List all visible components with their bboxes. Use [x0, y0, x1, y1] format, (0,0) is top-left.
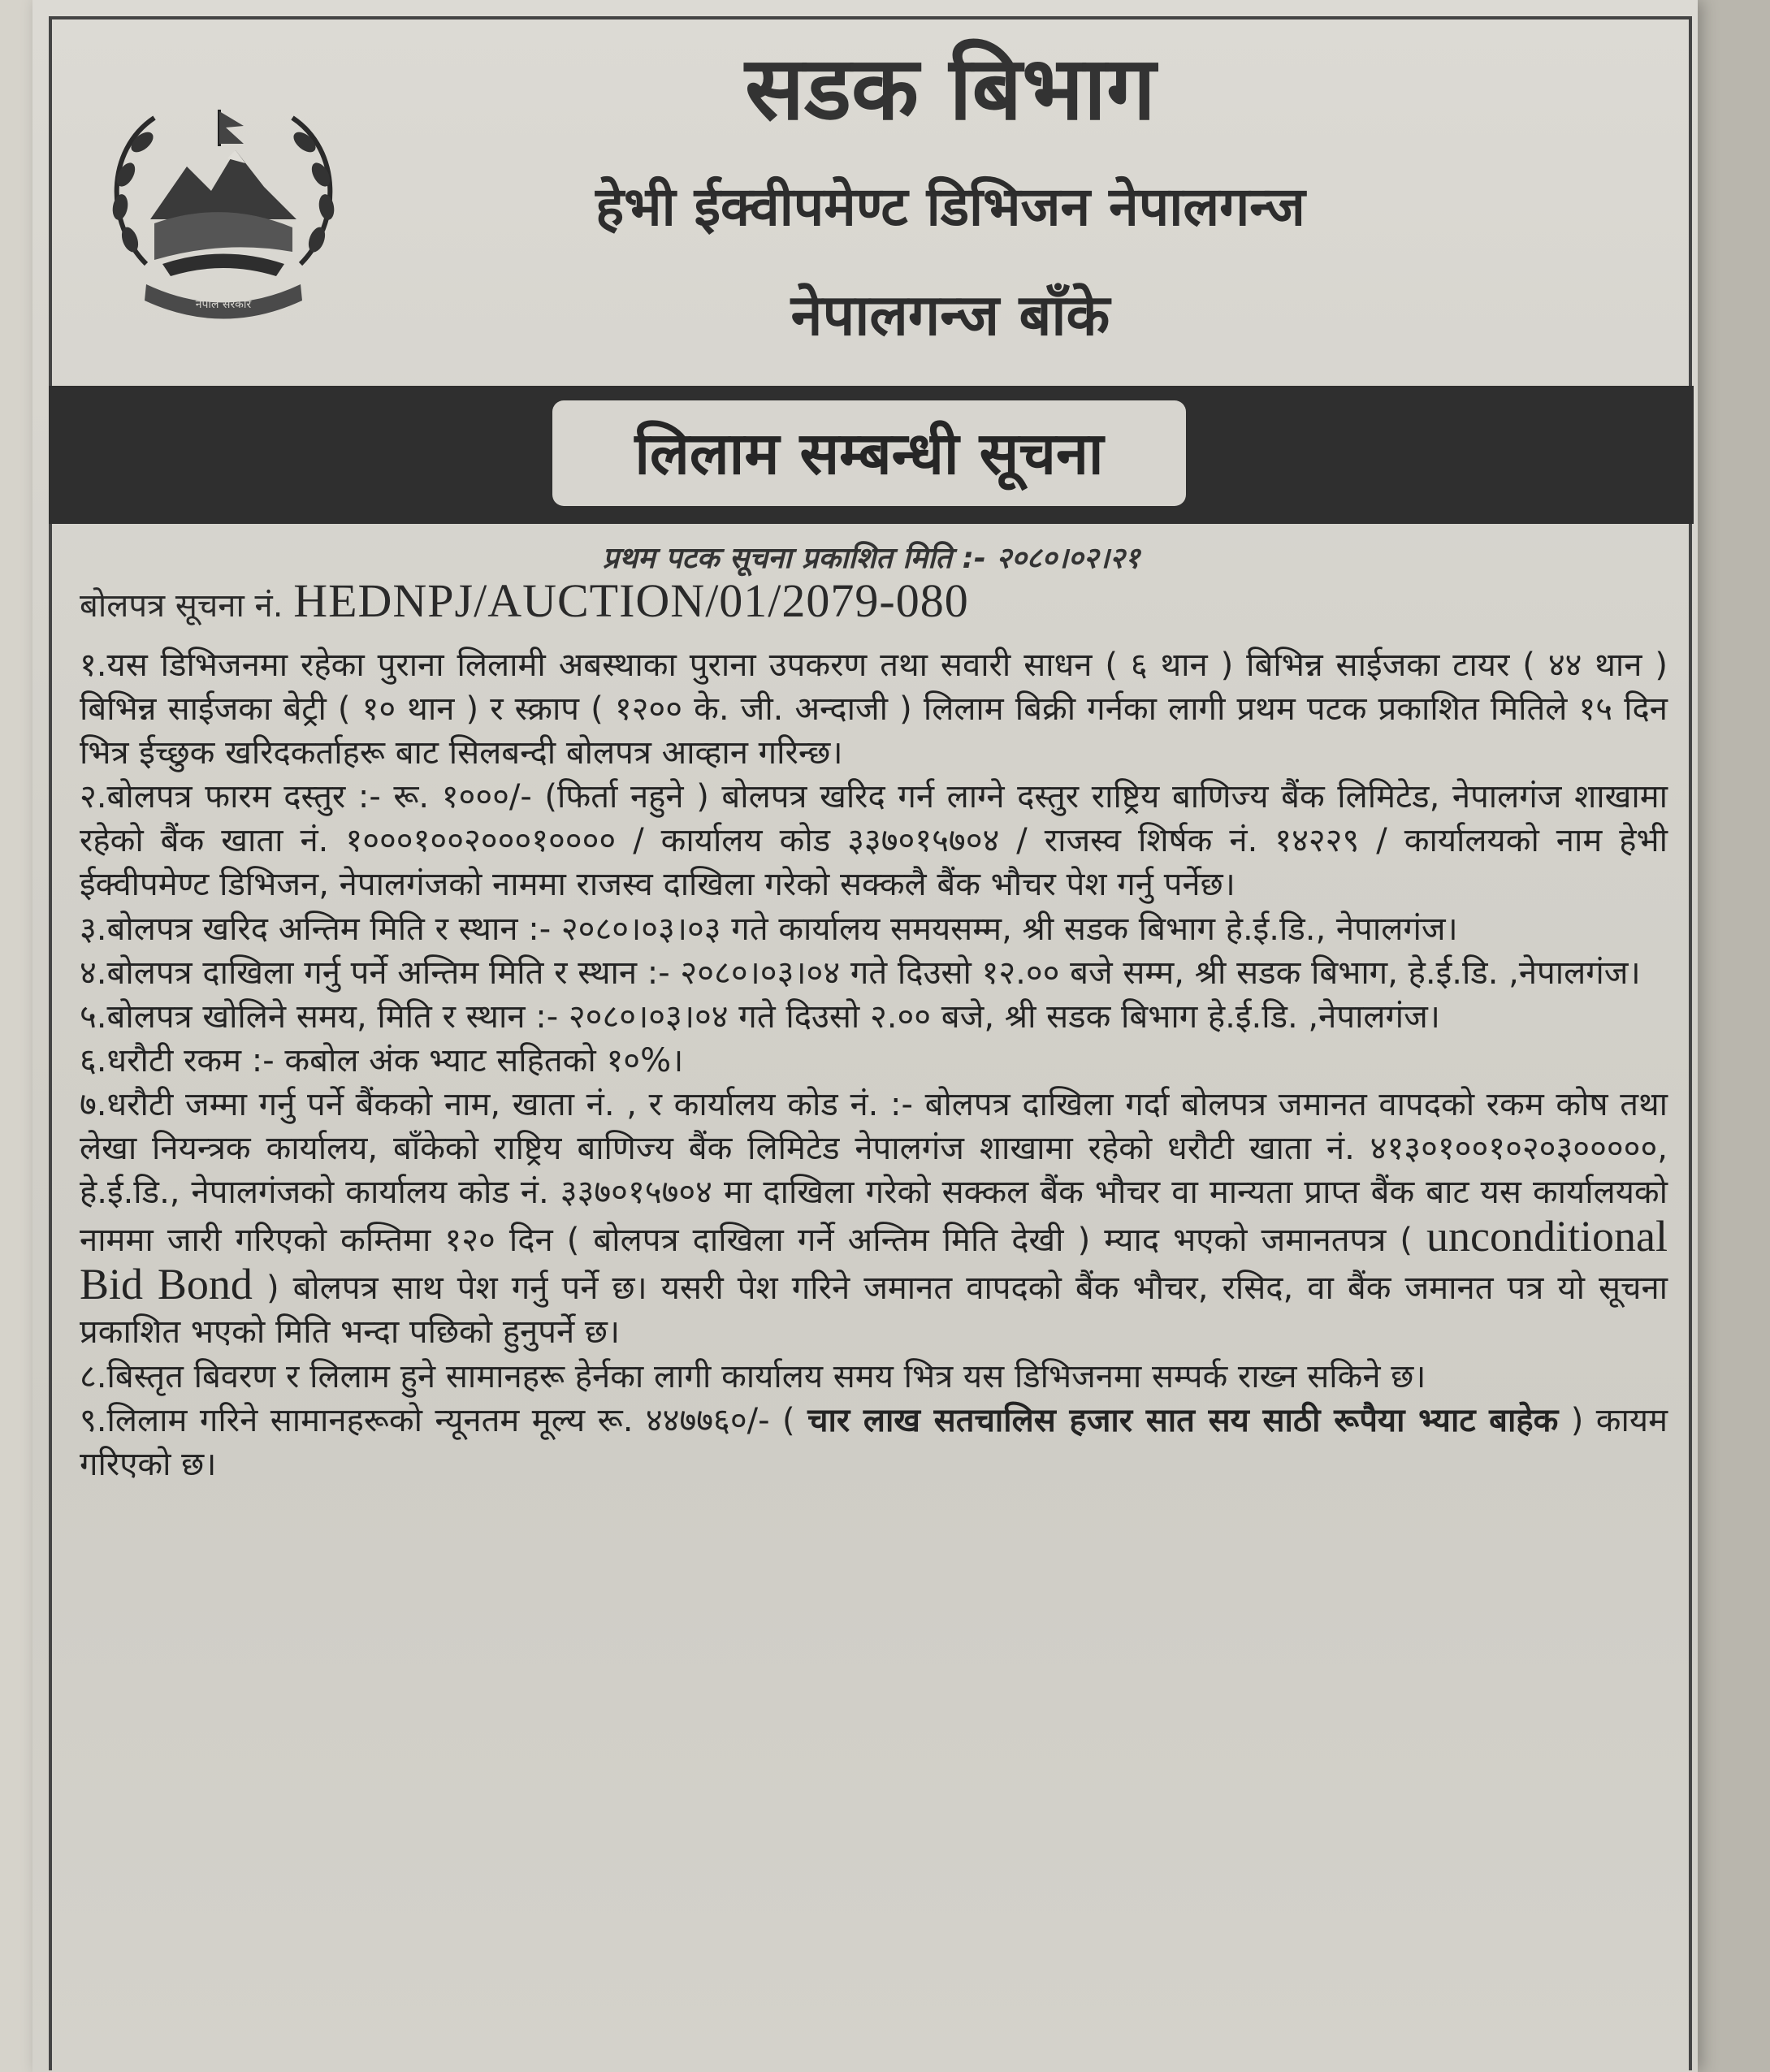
item-9 — [80, 1399, 1668, 1486]
item-2: २.बोलपत्र फारम दस्तुर :- रू. १०००/- (फिर्ता नहुने ) बोलपत्र खरिद गर्न लाग्ने दस्तुर राष्ट्रिय बाणिज्य बैंक लिमिटेड, नेपालगंज शाखामा रहेको बैंक खाता नं. १०००१००२०००१०००० / कार्यालय कोड ३३७०१५७०४ / राजस्व शिर्षक नं. १४२२९ / कार्यालयको नाम हेभी ईक्वीपमेण्ट डिभिजन, नेपालगंजको नाममा राजस्व दाखिला गरेको सक्कलै बैंक भौचर पेश गर्नु पर्नेछ। — [80, 778, 1668, 904]
banner-label: लिलाम सम्बन्धी सूचना — [552, 400, 1186, 506]
item-7-text-a: ७.धरौटी जम्मा गर्नु पर्ने बैंकको नाम, खाता नं. , र कार्यालय कोड नं. :- बोलपत्र दाखिला गर्दा बोलपत्र जमानत वापदको रकम कोष तथा लेखा नियन्त्रक कार्यालय, बाँकेको राष्ट्रिय बाणिज्य बैंक लिमिटेड नेपालगंज शाखामा रहेको धरौटी खाता नं. ४१३०१००१०२०३०००००, हे.ई.डि., नेपालगंजको कार्यालय कोड नं. ३३७०१५७०४ मा दाखिला गरेको सक्कल बैंक भौचर वा मान्यता प्राप्त बैंक बाट यस कार्यालयको नाममा जारी गरिएको कम्तिमा १२० दिन ( बोलपत्र दाखिला गर्ने अन्तिम मिति देखी ) म्याद भएको जमानतपत्र ( — [80, 1085, 1668, 1260]
notice-reference — [80, 573, 1664, 634]
adjacent-page-edge — [0, 0, 34, 2072]
item-6: ६.धरौटी रकम :- कबोल अंक भ्याट सहितको १०%। — [80, 1041, 684, 1079]
newspaper-clipping — [32, 0, 1698, 2072]
item-9-text-b: ) कायम गरिएको छ। — [80, 1401, 1668, 1483]
item-3: ३.बोलपत्र खरिद अन्तिम मिति र स्थान :- २०८०।०३।०३ गते कार्यालय समयसम्म, श्री सडक बिभाग हे.ई.डि., नेपालगंज। — [80, 910, 1458, 948]
department-title: सडक बिभाग — [745, 38, 1156, 140]
notice-banner — [49, 386, 1694, 524]
item-4: ४.बोलपत्र दाखिला गर्नु पर्ने अन्तिम मिति र स्थान :- २०८०।०३।०४ गते दिउसो १२.०० बजे सम्म, श्री सडक बिभाग, हे.ई.डि. ,नेपालगंज। — [80, 954, 1641, 992]
item-1: १.यस डिभिजनमा रहेका पुराना लिलामी अबस्थाका पुराना उपकरण तथा सवारी साधन ( ६ थान ) बिभिन्न साईजका टायर ( ४४ थान ) बिभिन्न साईजका बेट्री ( १० थान ) र स्क्राप ( १२०० के. जी. अन्दाजी ) लिलाम बिक्री गर्नका लागी प्रथम पटक प्रकाशित मितिले १५ दिन भित्र ईच्छुक खरिदकर्ताहरू बाट सिलबन्दी बोलपत्र आव्हान गरिन्छ। — [80, 647, 1668, 772]
notice-prefix: बोलपत्र सूचना नं. — [80, 587, 283, 625]
notice-body — [80, 643, 1668, 1486]
emblem-ribbon-text: नेपाल सरकार — [195, 298, 252, 311]
item-9-text-a: ९.लिलाम गरिने सामानहरूको न्यूनतम मूल्य रू. ४४७७६०/- ( — [80, 1401, 795, 1439]
amount-in-words: चार लाख सतचालिस हजार सात सय साठी रूपैया भ्याट बाहेक — [807, 1401, 1559, 1439]
bid-bond-term: unconditional Bid Bond — [80, 1212, 1668, 1309]
nepal-emblem-icon — [89, 77, 357, 337]
item-8: ८.बिस्तृत बिवरण र लिलाम हुने सामानहरू हेर्नका लागी कार्यालय समय भित्र यस डिभिजनमा सम्पर्क राख्न सकिने छ। — [80, 1357, 1426, 1395]
location-title: नेपालगन्ज बाँके — [790, 282, 1110, 348]
publication-date: प्रथम पटक सूचना प्रकाशित मिति :- २०८०।०२।२१ — [602, 542, 1140, 575]
item-7-text-b: ) बोलपत्र साथ पेश गर्नु पर्ने छ। यसरी पेश गरिने जमानत वापदको बैंक भौचर, रसिद, वा बैंक जमानत पत्र यो सूचना प्रकाशित भएको मिति भन्दा पछिको हुनुपर्ने छ। — [80, 1270, 1668, 1352]
item-5: ५.बोलपत्र खोलिने समय, मिति र स्थान :- २०८०।०३।०४ गते दिउसो २.०० बजे, श्री सडक बिभाग हे.ई.डि. ,नेपालगंज। — [80, 997, 1440, 1036]
division-title: हेभी ईक्वीपमेण्ट डिभिजन नेपालगन्ज — [595, 175, 1305, 238]
item-7 — [80, 1083, 1668, 1355]
notice-code: HEDNPJ/AUCTION/01/2079-080 — [293, 574, 969, 627]
